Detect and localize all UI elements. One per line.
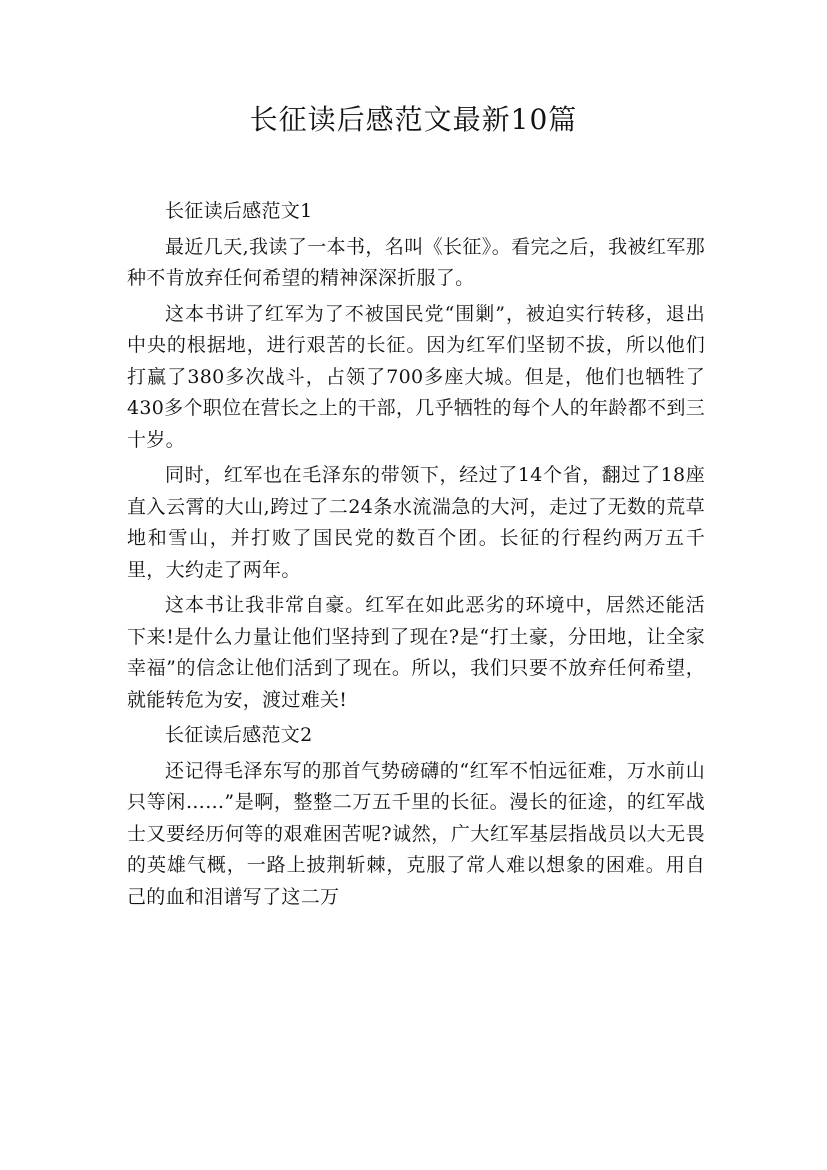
section-heading: 长征读后感范文2 bbox=[165, 724, 313, 746]
document-title: 长征读后感范文最新10篇 bbox=[249, 103, 578, 136]
section-heading: 长征读后感范文1 bbox=[165, 200, 313, 222]
section-1 bbox=[127, 196, 705, 716]
paragraph: 还记得毛泽东写的那首气势磅礴的“红军不怕远征难，万水前山只等闲……”是啊，整整二万五千里的长征。漫长的征途，的红军战士又要经历何等的艰难困苦呢?诚然，广大红军基层指战员以大无畏的英雄气概，一路上披荆斩棘，克服了常人难以想象的困难。用自己的血和泪谱写了这二万 bbox=[127, 759, 705, 908]
paragraph: 这本书讲了红军为了不被国民党“围剿”，被迫实行转移，退出中央的根据地，进行艰苦的长征。因为红军们坚韧不拔，所以他们打赢了380多次战斗，占领了700多座大城。但是，他们也牺牲了430多个职位在营长之上的干部，几乎牺牲的每个人的年龄都不到三十岁。 bbox=[127, 302, 705, 451]
paragraph: 同时，红军也在毛泽东的带领下，经过了14个省，翻过了18座直入云霄的大山,跨过了二24条水流湍急的大河，走过了无数的荒草地和雪山，并打败了国民党的数百个团。长征的行程约两万五千里，大约走了两年。 bbox=[127, 464, 705, 581]
section-2 bbox=[127, 720, 705, 913]
paragraph: 最近几天,我读了一本书，名叫《长征》。看完之后，我被红军那种不肯放弃任何希望的精神深深折服了。 bbox=[127, 235, 705, 289]
document-body bbox=[127, 196, 705, 917]
paragraph: 这本书让我非常自豪。红军在如此恶劣的环境中，居然还能活下来!是什么力量让他们坚持到了现在?是“打土豪，分田地，让全家幸福”的信念让他们活到了现在。所以，我们只要不放弃任何希望，就能转危为安，渡过难关! bbox=[127, 594, 705, 711]
